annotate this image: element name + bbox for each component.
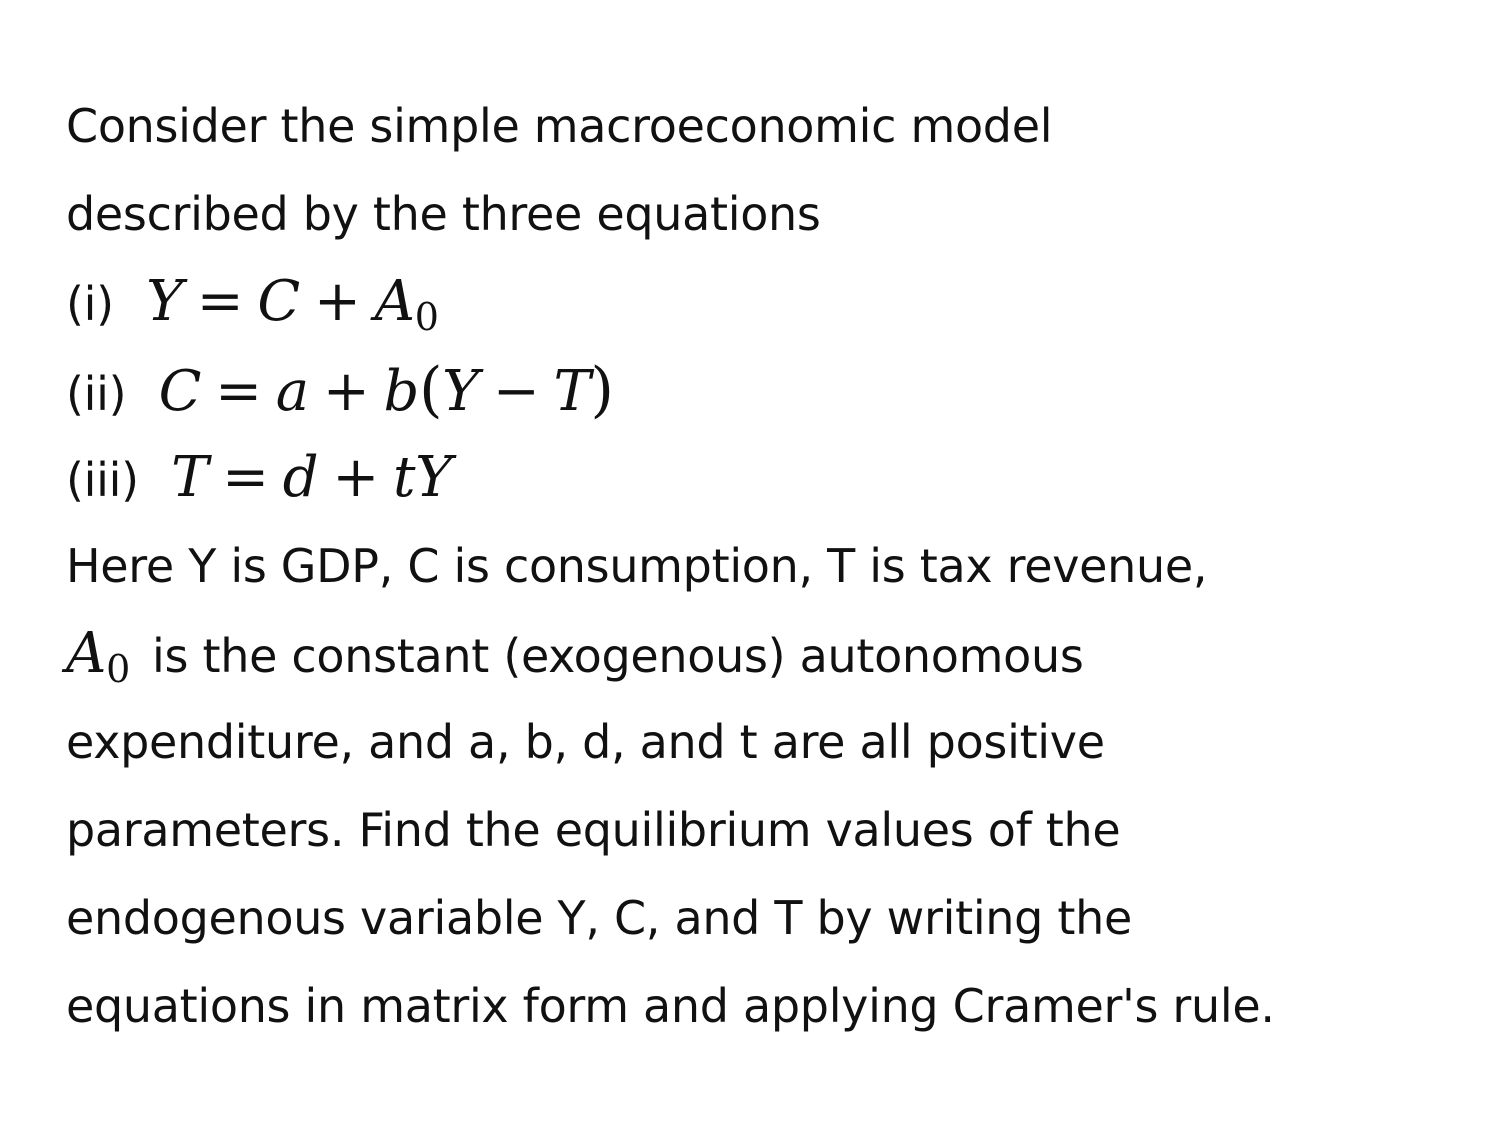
equation-iii-math — [171, 445, 452, 510]
equals-sign: = — [196, 269, 244, 334]
var-A: A — [66, 621, 107, 686]
problem-statement — [66, 82, 1456, 1050]
equals-sign: = — [222, 445, 269, 510]
description-line-2 — [66, 610, 1456, 698]
var-Y: Y — [415, 445, 452, 510]
equation-ii — [66, 346, 1456, 434]
plus-sign: + — [322, 359, 370, 424]
description-line-6: equations in matrix form and applying Cramer's rule. — [66, 979, 1275, 1033]
description-line-5: endogenous variable Y, C, and T by writing the — [66, 891, 1132, 945]
var-Y: Y — [442, 359, 479, 424]
plus-sign: + — [332, 445, 379, 510]
var-C: C — [158, 359, 202, 424]
plus-sign: + — [313, 269, 361, 334]
subscript-0: 0 — [414, 295, 439, 339]
var-d: d — [282, 445, 319, 510]
open-paren: ( — [419, 355, 443, 425]
subscript-0: 0 — [106, 647, 131, 691]
equation-i-math — [146, 269, 439, 339]
description-line-1: Here Y is GDP, C is consumption, T is tax revenue, — [66, 539, 1208, 593]
equation-i — [66, 258, 1456, 346]
description-line-2-text: is the constant (exogenous) autonomous — [152, 629, 1084, 683]
a0-symbol — [66, 621, 131, 691]
var-T: T — [171, 445, 209, 510]
equals-sign: = — [215, 359, 262, 424]
equation-ii-label: (ii) — [66, 367, 127, 421]
var-t: t — [392, 445, 416, 510]
var-b: b — [383, 359, 420, 424]
equation-iii — [66, 434, 1456, 522]
intro-line-2: described by the three equations — [66, 187, 821, 241]
var-T: T — [553, 359, 591, 424]
equation-ii-math — [158, 355, 614, 425]
equation-i-label: (i) — [66, 277, 114, 331]
var-Y: Y — [146, 269, 183, 334]
description-line-3: expenditure, and a, b, d, and t are all positive — [66, 715, 1105, 769]
var-A: A — [374, 269, 415, 334]
minus-sign: − — [492, 359, 540, 424]
var-a: a — [275, 359, 309, 424]
intro-line-1: Consider the simple macroeconomic model — [66, 99, 1053, 153]
close-paren: ) — [590, 355, 614, 425]
equation-iii-label: (iii) — [66, 453, 139, 507]
description-line-4: parameters. Find the equilibrium values of the — [66, 803, 1121, 857]
var-C: C — [257, 269, 300, 334]
